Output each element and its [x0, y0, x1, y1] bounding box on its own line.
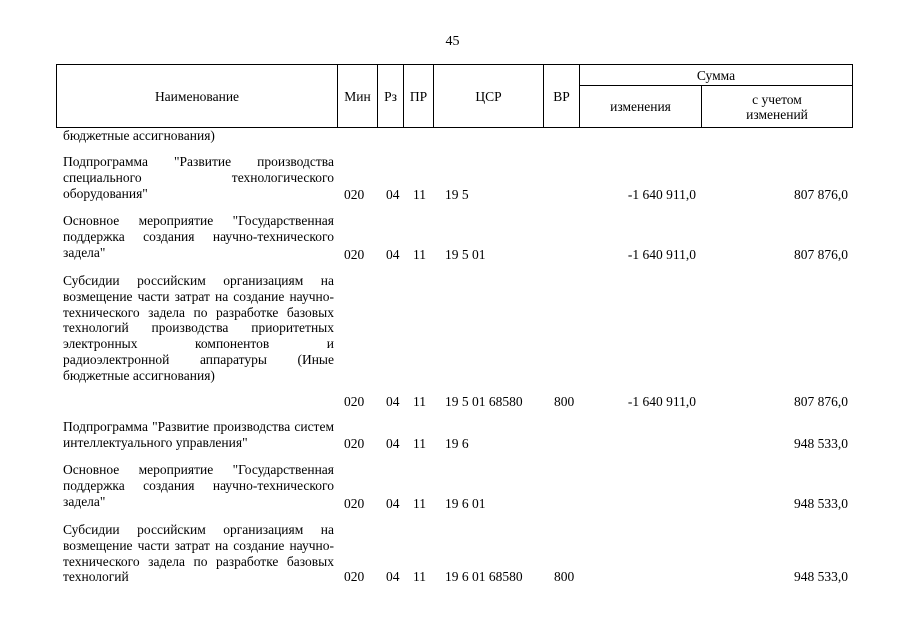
row-total: 807 876,0: [794, 187, 848, 202]
row-csr: 19 6 01: [445, 496, 486, 511]
table-header: [56, 64, 853, 128]
row-pr: 11: [413, 569, 426, 584]
page-number: 45: [445, 34, 460, 49]
row-name: Субсидии российским организациям на возмещение части затрат на создание научно-технического задела по разработке базовых технологий производства приоритетных электронных компонентов и радиоэлектронной аппаратуры (Иные бюджетные ассигнования): [63, 273, 334, 383]
row-name: Основное мероприятие "Государственная поддержка создания научно-технического задела": [63, 213, 334, 260]
row-name: Субсидии российским организациям на возмещение части затрат на создание научно-технического задела по разработке базовых технологий: [63, 522, 334, 585]
row-pr: 11: [413, 187, 426, 202]
row-total: 948 533,0: [794, 569, 848, 584]
row-rz: 04: [386, 394, 400, 409]
row-csr: 19 5 01: [445, 247, 486, 262]
row-total: 807 876,0: [794, 394, 848, 409]
header-total: [702, 86, 853, 128]
row-rz: 04: [386, 496, 400, 511]
row-vr: 800: [554, 394, 575, 409]
row-min: 020: [344, 187, 365, 202]
row-rz: 04: [386, 247, 400, 262]
row-csr: 19 6 01 68580: [445, 569, 523, 584]
header-vr: ВР: [544, 65, 580, 128]
header-total-line1: с учетом: [752, 91, 802, 107]
row-total: 948 533,0: [794, 496, 848, 511]
row-min: 020: [344, 496, 365, 511]
row-vr: 800: [554, 569, 575, 584]
row-rz: 04: [386, 436, 400, 451]
header-rz: Рз: [378, 65, 404, 128]
row-min: 020: [344, 569, 365, 584]
row-rz: 04: [386, 569, 400, 584]
row-total: 948 533,0: [794, 436, 848, 451]
header-pr: ПР: [404, 65, 434, 128]
row-pr: 11: [413, 496, 426, 511]
row-rz: 04: [386, 187, 400, 202]
header-min: Мин: [338, 65, 378, 128]
row-total: 807 876,0: [794, 247, 848, 262]
row-name: Подпрограмма "Развитие производства специального технологического оборудования": [63, 154, 334, 201]
row-csr: 19 5: [445, 187, 469, 202]
row-name: Основное мероприятие "Государственная поддержка создания научно-технического задела": [63, 462, 334, 509]
header-name: Наименование: [57, 65, 338, 128]
row-change: -1 640 911,0: [627, 187, 696, 202]
header-change: изменения: [580, 86, 702, 128]
row-pr: 11: [413, 247, 426, 262]
row-name: бюджетные ассигнования): [63, 128, 215, 143]
row-name: Подпрограмма "Развитие производства систем интеллектуального управления": [63, 419, 334, 450]
row-min: 020: [344, 394, 365, 409]
row-change: -1 640 911,0: [627, 394, 696, 409]
row-csr: 19 6: [445, 436, 469, 451]
row-min: 020: [344, 247, 365, 262]
header-csr: ЦСР: [434, 65, 544, 128]
row-change: -1 640 911,0: [627, 247, 696, 262]
row-pr: 11: [413, 394, 426, 409]
header-total-line2: изменений: [746, 106, 808, 122]
row-pr: 11: [413, 436, 426, 451]
row-csr: 19 5 01 68580: [445, 394, 523, 409]
header-sum: Сумма: [580, 65, 853, 86]
row-min: 020: [344, 436, 365, 451]
